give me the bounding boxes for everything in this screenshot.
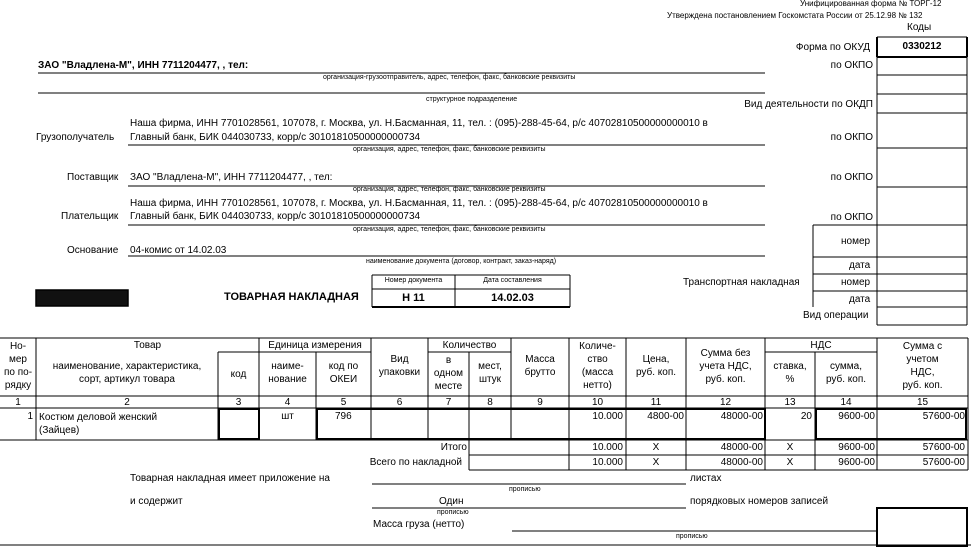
supplier-value: ЗАО "Владлена-М", ИНН 7711204477, , тел:	[130, 172, 333, 183]
shipper-caption: организация-грузоотправитель, адрес, телефон, факс, банковские реквизиты	[323, 74, 576, 81]
document-title: ТОВАРНАЯ НАКЛАДНАЯ	[224, 291, 359, 303]
transport-number-label: номер	[841, 277, 871, 288]
doc-date: 14.02.03	[491, 292, 534, 304]
net-mass-label: Масса груза (нетто)	[373, 519, 465, 530]
payer-caption: организация, адрес, телефон, факс, банковские реквизиты	[353, 226, 546, 233]
col-num: 11	[650, 397, 662, 408]
col-header-sum-novat: Сумма без учета НДС, руб. коп.	[699, 348, 752, 385]
okpo-label-shipper: по ОКПО	[830, 60, 873, 71]
row-number: 1	[27, 411, 33, 422]
col-header-goods: Товар	[133, 340, 162, 351]
col-header-unit: Единица измерения	[268, 340, 362, 351]
okpo-label-payer: по ОКПО	[830, 212, 873, 223]
col-num: 5	[340, 397, 347, 408]
supplier-label: Поставщик	[67, 172, 119, 183]
row-qty: 10.000	[592, 411, 623, 422]
all-label: Всего по накладной	[369, 457, 462, 468]
row-unit: шт	[281, 411, 294, 422]
okud-code: 0330212	[902, 41, 942, 52]
subdivision-caption: структурное подразделение	[426, 96, 518, 103]
col-header-code: код	[230, 369, 247, 380]
col-header-total: Сумма с учетом НДС, руб. коп.	[902, 341, 943, 391]
col-num: 14	[840, 397, 852, 408]
col-num: 1	[15, 397, 21, 408]
col-header-qty-places: мест, штук	[478, 361, 502, 385]
col-header-number: Но- мер по по- рядку	[3, 341, 33, 391]
sheets-label: листах	[690, 473, 722, 484]
row-vat-sum: 9600-00	[838, 411, 875, 422]
approval-note: Утверждена постановлением Госкомстата России от 25.12.98 № 132	[667, 11, 923, 20]
col-num: 15	[916, 397, 929, 408]
col-num: 10	[591, 397, 604, 408]
okpo-label-supplier: по ОКПО	[830, 172, 873, 183]
contains-label: и содержит	[130, 496, 183, 507]
col-num: 9	[537, 397, 543, 408]
col-header-unit-name: наиме- нование	[268, 361, 307, 385]
codes-label: Коды	[907, 22, 932, 33]
col-num: 7	[445, 397, 452, 408]
col-num: 4	[284, 397, 291, 408]
col-header-qty-one: в одном месте	[433, 355, 464, 392]
row-goods-name: Костюм деловой женский (Зайцев)	[39, 412, 158, 436]
okdp-label: Вид деятельности по ОКДП	[744, 99, 873, 110]
all-total: 57600-00	[922, 457, 965, 468]
col-num: 12	[719, 397, 732, 408]
all-sum: 48000-00	[720, 457, 763, 468]
consignee-label: Грузополучатель	[36, 132, 115, 143]
col-header-unit-okei: код по ОКЕИ	[328, 361, 359, 385]
itogo-label: Итого	[440, 442, 467, 453]
records-label: порядковых номеров записей	[690, 496, 829, 507]
itogo-rate: X	[786, 442, 794, 453]
row-total: 57600-00	[922, 411, 965, 422]
okpo-label-consignee: по ОКПО	[830, 132, 873, 143]
col-header-price: Цена, руб. коп.	[635, 354, 677, 378]
col-header-vat-rate: ставка, %	[773, 361, 807, 385]
okud-label: Форма по ОКУД	[795, 42, 870, 53]
col-header-pack: Вид упаковки	[378, 354, 421, 378]
basis-date-label: дата	[849, 260, 871, 271]
supplier-caption: организация, адрес, телефон, факс, банковские реквизиты	[353, 186, 546, 193]
operation-label: Вид операции	[803, 310, 869, 321]
in-words-caption: прописью	[509, 486, 541, 493]
records-count-words: Один	[439, 496, 464, 507]
transport-date-label: дата	[849, 294, 871, 305]
all-vat: 9600-00	[838, 457, 875, 468]
form-name: Унифицированная форма № ТОРГ-12	[800, 0, 942, 8]
col-header-vat: НДС	[810, 340, 832, 351]
col-num: 3	[235, 397, 242, 408]
row-price: 4800-00	[647, 411, 684, 422]
shipper-value: ЗАО "Владлена-М", ИНН 7711204477, , тел:	[38, 60, 249, 71]
payer-label: Плательщик	[61, 211, 119, 222]
row-vat-rate: 20	[800, 411, 812, 422]
row-sum: 48000-00	[720, 411, 763, 422]
itogo-price: X	[652, 442, 660, 453]
basis-number-label: номер	[841, 236, 871, 247]
col-num: 13	[784, 397, 796, 408]
col-header-goods-name: наименование, характеристика, сорт, артикул товара	[52, 361, 202, 385]
col-header-mass: Масса брутто	[524, 354, 556, 378]
consignee-caption: организация, адрес, телефон, факс, банковские реквизиты	[353, 146, 546, 153]
in-words-caption-3: прописью	[676, 533, 708, 540]
col-num: 2	[124, 397, 130, 408]
doc-date-header: Дата составления	[483, 277, 542, 284]
col-header-vat-sum: сумма, руб. коп.	[825, 361, 867, 385]
itogo-qty: 10.000	[592, 442, 623, 453]
itogo-vat: 9600-00	[838, 442, 875, 453]
doc-number-header: Номер документа	[384, 277, 443, 284]
consignee-line2: Главный банк, БИК 044030733, корр/с 30101810500000000734	[130, 132, 421, 143]
all-qty: 10.000	[592, 457, 623, 468]
all-price: X	[652, 457, 660, 468]
itogo-sum: 48000-00	[720, 442, 763, 453]
in-words-caption-2: прописью	[437, 509, 469, 516]
payer-line1: Наша фирма, ИНН 7701028561, 107078, г. Москва, ул. Н.Басманная, 11, тел. : (095)-288-45-64, р/с 40702810500000000010 в	[130, 198, 708, 209]
basis-value: 04-комис от 14.02.03	[130, 245, 227, 256]
doc-number: Н 11	[402, 292, 425, 304]
consignee-line1: Наша фирма, ИНН 7701028561, 107078, г. Москва, ул. Н.Басманная, 11, тел. : (095)-288-45-64, р/с 40702810500000000010 в	[130, 118, 708, 129]
itogo-total: 57600-00	[922, 442, 965, 453]
col-header-qty-net: Количе- ство (масса нетто)	[579, 341, 616, 391]
appendix-text: Товарная накладная имеет приложение на	[130, 473, 330, 484]
payer-line2: Главный банк, БИК 044030733, корр/с 30101810500000000734	[130, 211, 421, 222]
row-okei: 796	[335, 411, 352, 422]
col-num: 8	[487, 397, 493, 408]
basis-caption: наименование документа (договор, контракт, заказ-наряд)	[366, 258, 557, 265]
transport-label: Транспортная накладная	[683, 277, 800, 288]
all-rate: X	[786, 457, 794, 468]
col-num: 6	[396, 397, 403, 408]
basis-label: Основание	[67, 245, 119, 256]
col-header-qty: Количество	[442, 340, 497, 351]
